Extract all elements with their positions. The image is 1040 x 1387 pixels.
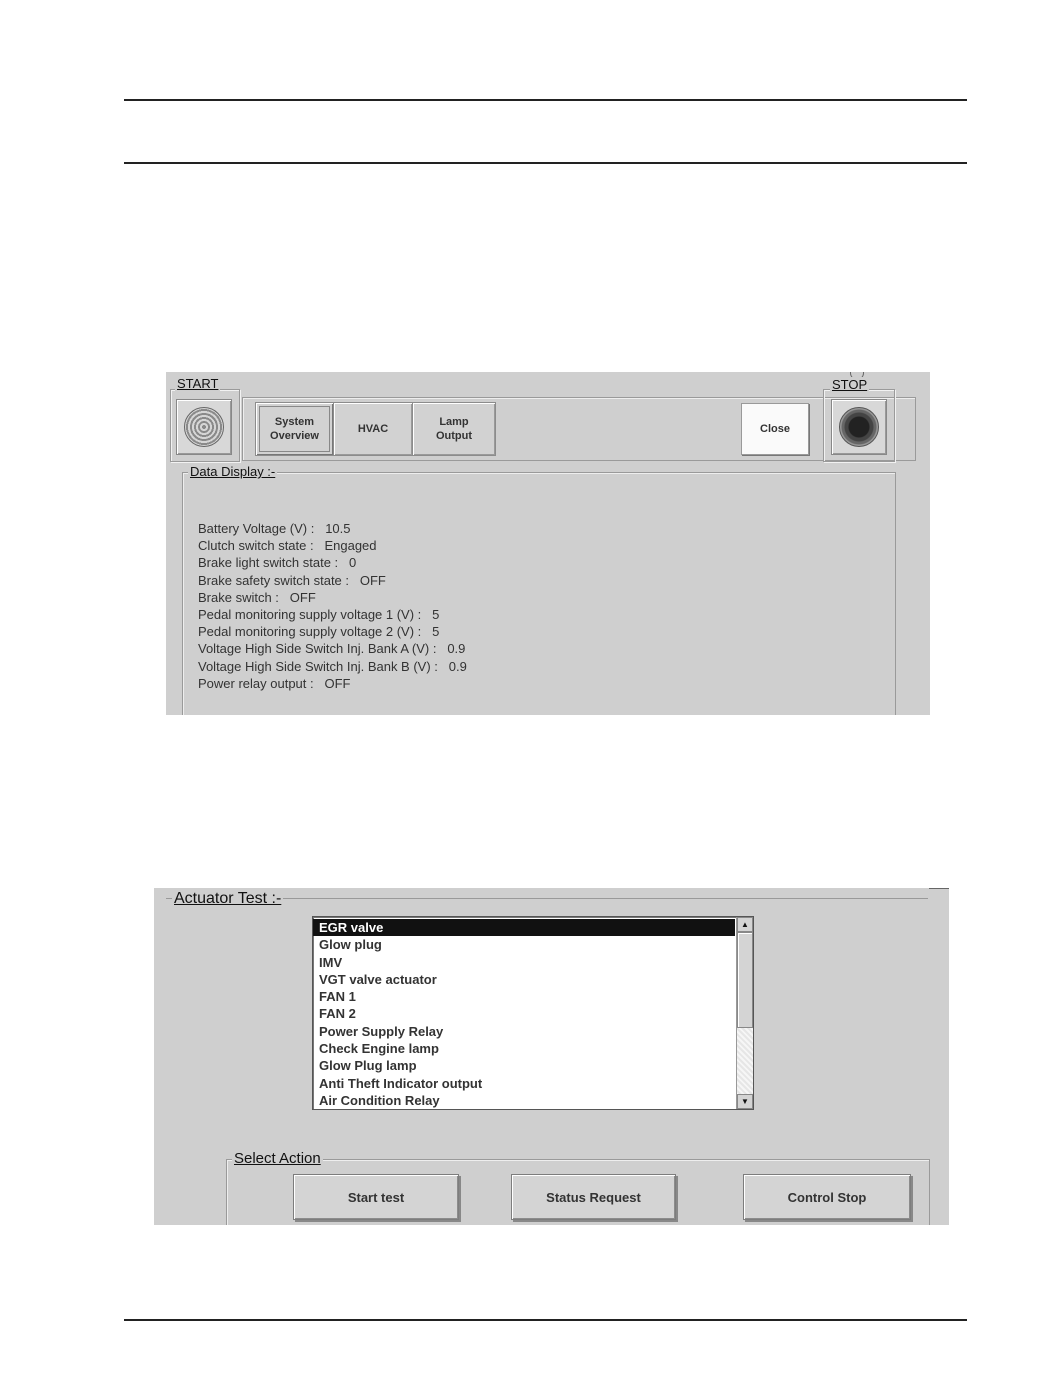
list-item[interactable]: Air Condition Relay [319, 1092, 440, 1108]
scroll-thumb[interactable] [737, 932, 753, 1028]
start-test-button[interactable]: Start test [293, 1174, 459, 1220]
start-label: START [177, 376, 219, 391]
bottom-rule [124, 1319, 967, 1321]
list-scrollbar[interactable] [736, 917, 753, 1109]
data-row-brake-light-switch: Brake light switch state : 0 [198, 555, 357, 571]
data-display-panel [166, 372, 930, 715]
start-button[interactable] [176, 399, 232, 455]
list-item[interactable]: Glow plug [319, 937, 382, 953]
data-row-pedal-voltage-1: Pedal monitoring supply voltage 1 (V) : 5 [198, 607, 440, 623]
list-item[interactable]: Glow Plug lamp [319, 1058, 417, 1074]
actuator-test-title: Actuator Test :- [174, 890, 282, 907]
data-row-brake-safety-switch: Brake safety switch state : OFF [198, 572, 386, 588]
list-item[interactable]: Anti Theft Indicator output [319, 1075, 483, 1091]
scroll-up-icon[interactable]: ▲ [737, 917, 753, 932]
data-display-label: Data Display :- [190, 464, 276, 479]
list-item[interactable]: FAN 1 [319, 989, 356, 1005]
data-row-pedal-voltage-2: Pedal monitoring supply voltage 2 (V) : 5 [198, 624, 440, 640]
data-row-clutch-switch: Clutch switch state : Engaged [198, 538, 377, 554]
actuator-list [313, 919, 735, 1109]
tab-system-overview[interactable]: System Overview [255, 402, 334, 456]
status-request-button[interactable]: Status Request [511, 1174, 676, 1220]
top-rule-1 [124, 99, 967, 101]
scroll-down-icon[interactable]: ▼ [737, 1094, 753, 1109]
close-button[interactable]: Close [741, 403, 809, 455]
tab-hvac[interactable]: HVAC [333, 402, 413, 456]
actuator-frame-line-right [929, 888, 949, 889]
list-item[interactable]: Check Engine lamp [319, 1041, 439, 1057]
stop-button[interactable] [831, 399, 887, 455]
actuator-listbox[interactable] [312, 916, 754, 1110]
data-row-voltage-bank-b: Voltage High Side Switch Inj. Bank B (V) : 0.9 [198, 658, 467, 674]
stop-icon [839, 407, 879, 447]
list-item[interactable]: IMV [319, 954, 343, 970]
data-row-brake-switch: Brake switch : OFF [198, 589, 316, 605]
data-row-battery-voltage: Battery Voltage (V) : 10.5 [198, 521, 351, 536]
list-item[interactable]: FAN 2 [319, 1006, 356, 1022]
data-row-power-relay: Power relay output : OFF [198, 675, 351, 691]
control-stop-button[interactable]: Control Stop [743, 1174, 911, 1220]
actuator-test-panel [154, 888, 949, 1225]
list-item[interactable]: VGT valve actuator [319, 971, 437, 987]
select-action-label: Select Action [234, 1150, 321, 1167]
data-list [198, 520, 467, 692]
list-item[interactable]: EGR valve [313, 919, 735, 936]
top-rule-2 [124, 162, 967, 164]
stop-label: STOP [832, 377, 868, 392]
tab-lamp-output[interactable]: Lamp Output [412, 402, 496, 456]
list-item[interactable]: Power Supply Relay [319, 1023, 444, 1039]
data-row-voltage-bank-a: Voltage High Side Switch Inj. Bank A (V) : 0.9 [198, 641, 466, 657]
start-icon [184, 407, 224, 447]
